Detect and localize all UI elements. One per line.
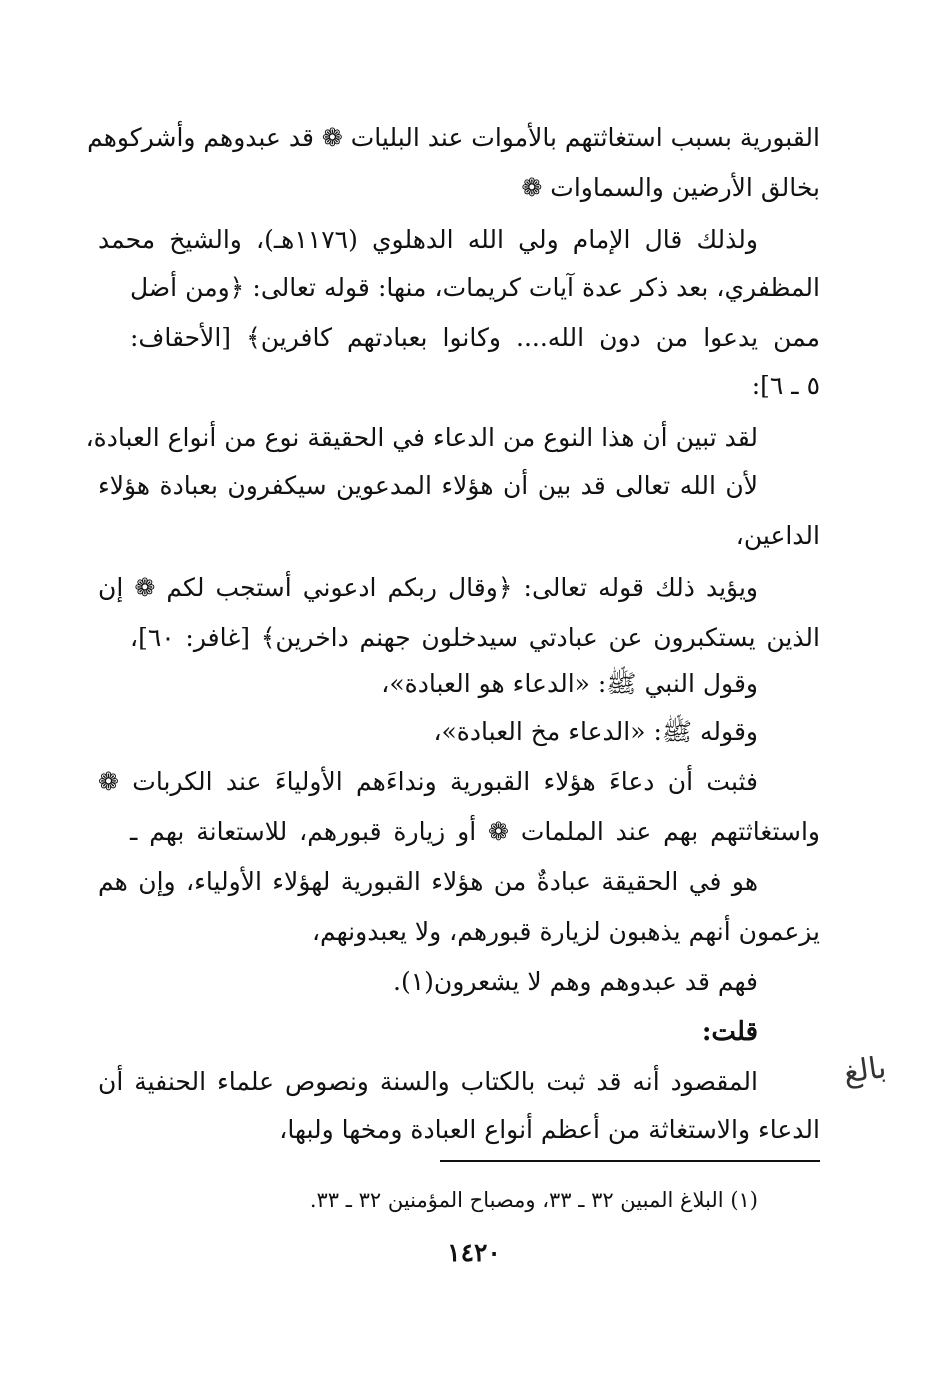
text-line-14: فثبت أن دعاءَ هؤلاء القبورية ونداءَهم الأولياءَ عند الكربات ❁ [98, 767, 758, 796]
text-line-10: ويؤيد ذلك قوله تعالى: ﴿وقال ربكم ادعوني أستجب لكم ❁ إن [98, 573, 758, 602]
text-line-5: ممن يدعوا من دون الله.... وكانوا بعبادتهم كافرين﴾ [الأحقاف: [130, 323, 820, 352]
text-line-7: لقد تبين أن هذا النوع من الدعاء في الحقيقة نوع من أنواع العبادة، [85, 423, 758, 452]
text-line-13: وقوله ﷺ: «الدعاء مخ العبادة»، [433, 717, 758, 746]
text-line-11: الذين يستكبرون عن عبادتي سيدخلون جهنم داخرين﴾ [غافر: ٦٠]، [130, 623, 820, 652]
text-line-17: يزعمون أنهم يذهبون لزيارة قبورهم، ولا يعبدونهم، [311, 917, 820, 946]
text-line-8: لأن الله تعالى قد بين أن هؤلاء المدعوين سيكفرون بعبادة هؤلاء [98, 471, 758, 500]
text-line-9: الداعين، [735, 521, 820, 550]
text-line-1: القبورية بسبب استغاثتهم بالأموات عند البليات ❁ قد عبدوهم وأشركوهم [87, 123, 820, 152]
text-line-2: بخالق الأرضين والسماوات ❁ [521, 173, 820, 202]
footnote: (١) البلاغ المبين ٣٢ ـ ٣٣، ومصباح المؤمنين ٣٢ ـ ٣٣. [309, 1188, 758, 1212]
text-line-3: ولذلك قال الإمام ولي الله الدهلوي (١١٧٦هـ)، والشيخ محمد [98, 225, 758, 254]
text-line-6: ٥ ـ ٦]: [751, 371, 820, 400]
section-heading: قلت: [701, 1017, 758, 1047]
text-line-21: الدعاء والاستغاثة من أعظم أنواع العبادة ومخها ولبها، [279, 1115, 820, 1144]
text-line-12: وقول النبي ﷺ: «الدعاء هو العبادة»، [381, 669, 758, 698]
text-line-18: فهم قد عبدوهم وهم لا يشعرون(١). [393, 967, 758, 996]
page-number: ١٤٢٠ [447, 1238, 501, 1267]
text-line-20: المقصود أنه قد ثبت بالكتاب والسنة ونصوص علماء الحنفية أن [98, 1067, 758, 1096]
text-line-4: المظفري، بعد ذكر عدة آيات كريمات، منها: قوله تعالى: ﴿ومن أضل [130, 273, 820, 302]
text-line-15: واستغاثتهم بهم عند الملمات ❁ أو زيارة قبورهم، للاستعانة بهم ـ [130, 817, 820, 846]
text-line-16: هو في الحقيقة عبادةٌ من هؤلاء القبورية لهؤلاء الأولياء، وإن هم [98, 867, 758, 896]
handwritten-margin-note: بالغ [841, 1050, 889, 1091]
footnote-divider [440, 1160, 820, 1162]
